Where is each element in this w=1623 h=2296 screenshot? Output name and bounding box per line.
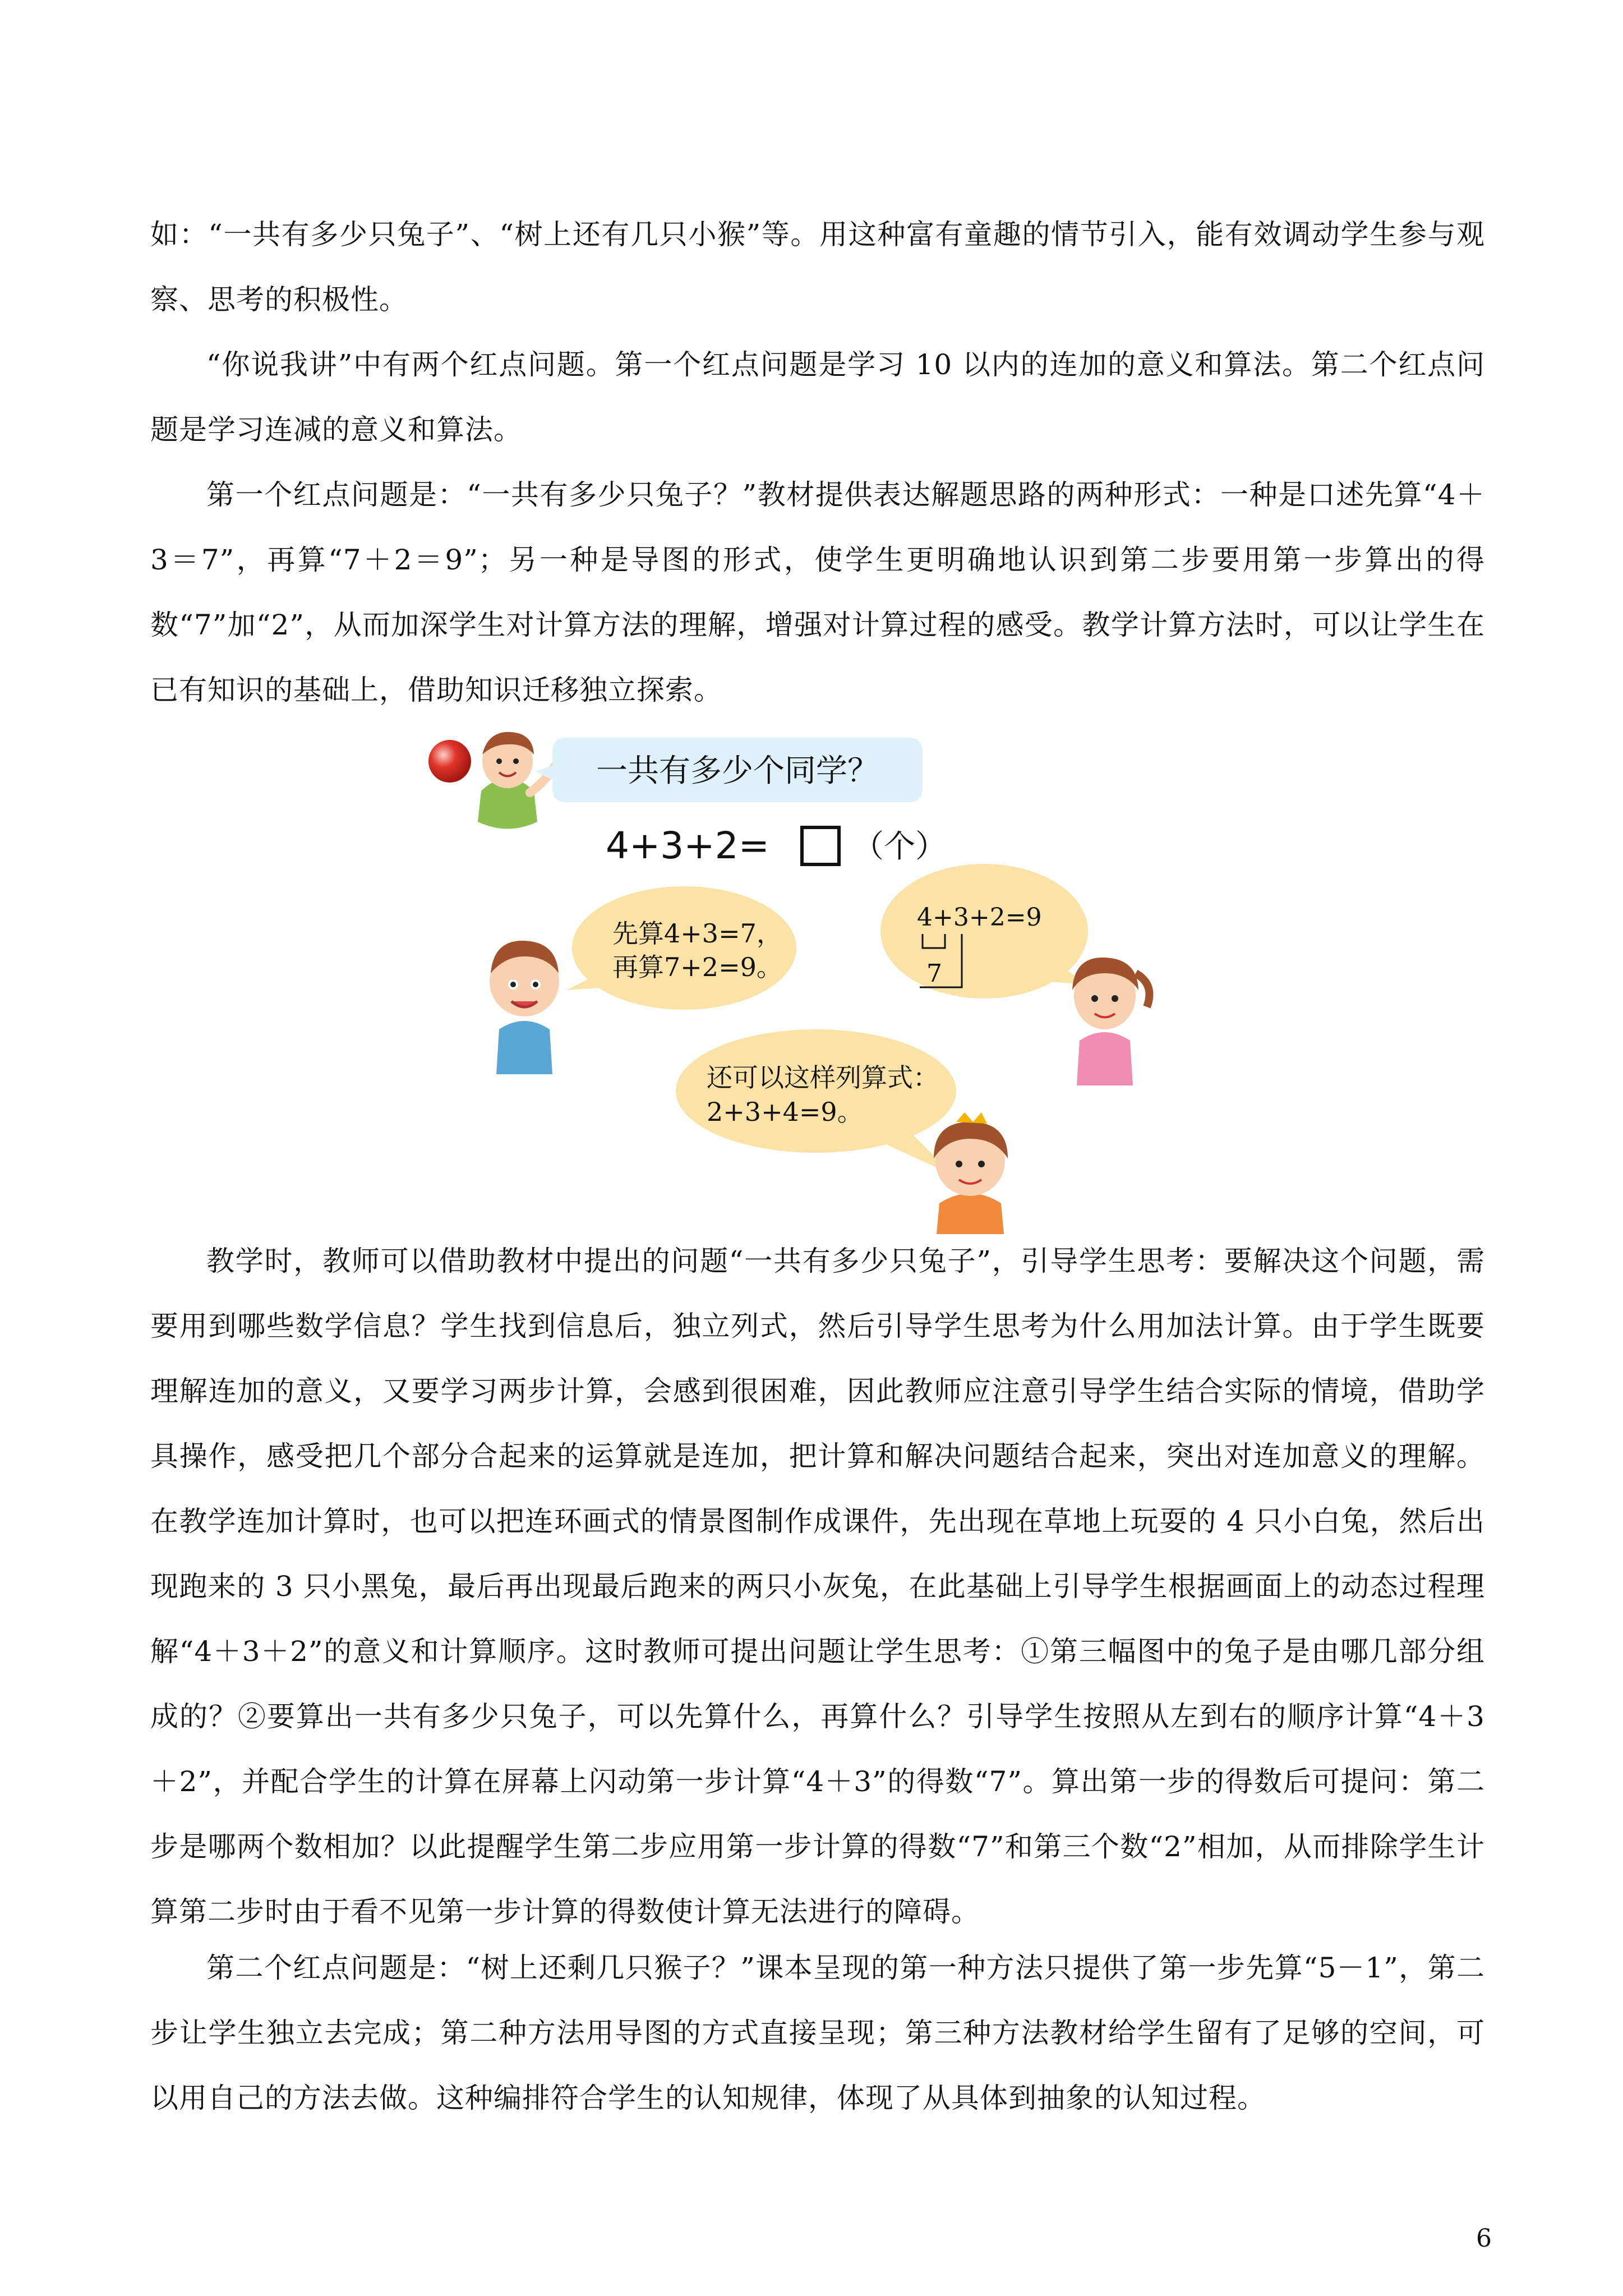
girl-right-icon <box>1072 958 1150 1085</box>
girl-bottom-icon <box>934 1112 1008 1234</box>
question-text: 一共有多少个同学？ <box>596 753 879 789</box>
unit-text: （个） <box>852 829 947 865</box>
left-bubble-line-1: 先算4+3=7， <box>612 918 782 949</box>
bottom-bubble-line-2: 2+3+4=9。 <box>707 1097 863 1127</box>
paragraph-3: 第一个红点问题是：“一共有多少只兔子？”教材提供表达解题思路的两种形式：一种是口述先算“4＋3＝7”，再算“7＋2＝9”；另一种是导图的形式，使学生更明确地认识到第二步要用第一步算出的得数“7”加“2”，从而加深学生对计算方法的理解，增强对计算过程的感受。教学计算方法时，可以让学生在已有知识的基础上，借助知识迁移独立探索。 <box>150 478 1485 706</box>
answer-box <box>802 827 839 864</box>
equation-text: 4+3+2= <box>606 824 769 867</box>
paragraph-4: 教学时，教师可以借助教材中提出的问题“一共有多少只兔子”，引导学生思考：要解决这个问题，需要用到哪些数学信息？学生找到信息后，独立列式，然后引导学生思考为什么用加法计算。由于学生既要理解连加的意义，又要学习两步计算，会感到很困难，因此教师应注意引导学生结合实际的情境，借助学具操作，感受把几个部分合起来的运算就是连加，把计算和解决问题结合起来，突出对连加意义的理解。在教学连加计算时，也可以把连环画式的情景图制作成课件，先出现在草地上玩耍的 4 只小白兔，然后出现跑来的 3 只小黑兔，最后再出现最后跑来的两只小灰兔，在此基础上引导学生根据画面上的动态过程理解“4＋3＋2”的意义和计算顺序。这时教师可提出问题让学生思考：①第三幅图中的兔子是由哪几部分组成的？②要算出一共有多少只兔子，可以先算什么，再算什么？引导学生按照从左到右的顺序计算“4＋3＋2”，并配合学生的计算在屏幕上闪动第一步计算“4＋3”的得数“7”。算出第一步的得数后可提问：第二步是哪两个数相加？以此提醒学生第二步应用第一步计算的得数“7”和第三个数“2”相加，从而排除学生计算第二步时由于看不见第一步计算的得数使计算无法进行的障碍。 <box>150 1245 1485 1928</box>
paragraph-1: 如：“一共有多少只兔子”、“树上还有几只小猴”等。用这种富有童趣的情节引入，能有效调动学生参与观察、思考的积极性。 <box>150 218 1485 316</box>
paragraph-5: 第二个红点问题是：“树上还剩几只猴子？”课本呈现的第一种方法只提供了第一步先算“5－1”，第二步让学生独立去完成；第二种方法用导图的方式直接呈现；第三种方法教材给学生留有了足够的空间，可以用自己的方法去做。这种编排符合学生的认知规律，体现了从具体到抽象的认知过程。 <box>150 1952 1485 2114</box>
bottom-bubble-line-1: 还可以这样列算式： <box>707 1062 939 1093</box>
boy-pointing-icon <box>478 732 555 829</box>
right-bubble-equation: 4+3+2=9 <box>917 903 1042 932</box>
left-bubble-line-2: 再算7+2=9。 <box>612 952 782 982</box>
textbook-illustration <box>415 726 1166 1234</box>
page-number: 6 <box>1476 2224 1492 2253</box>
paragraph-2: “你说我讲”中有两个红点问题。第一个红点问题是学习 10 以内的连加的意义和算法。第二个红点问题是学习连减的意义和算法。 <box>150 348 1485 446</box>
red-dot-icon <box>428 740 471 783</box>
right-bubble-subresult: 7 <box>926 959 942 988</box>
boy-left-icon <box>490 941 559 1074</box>
